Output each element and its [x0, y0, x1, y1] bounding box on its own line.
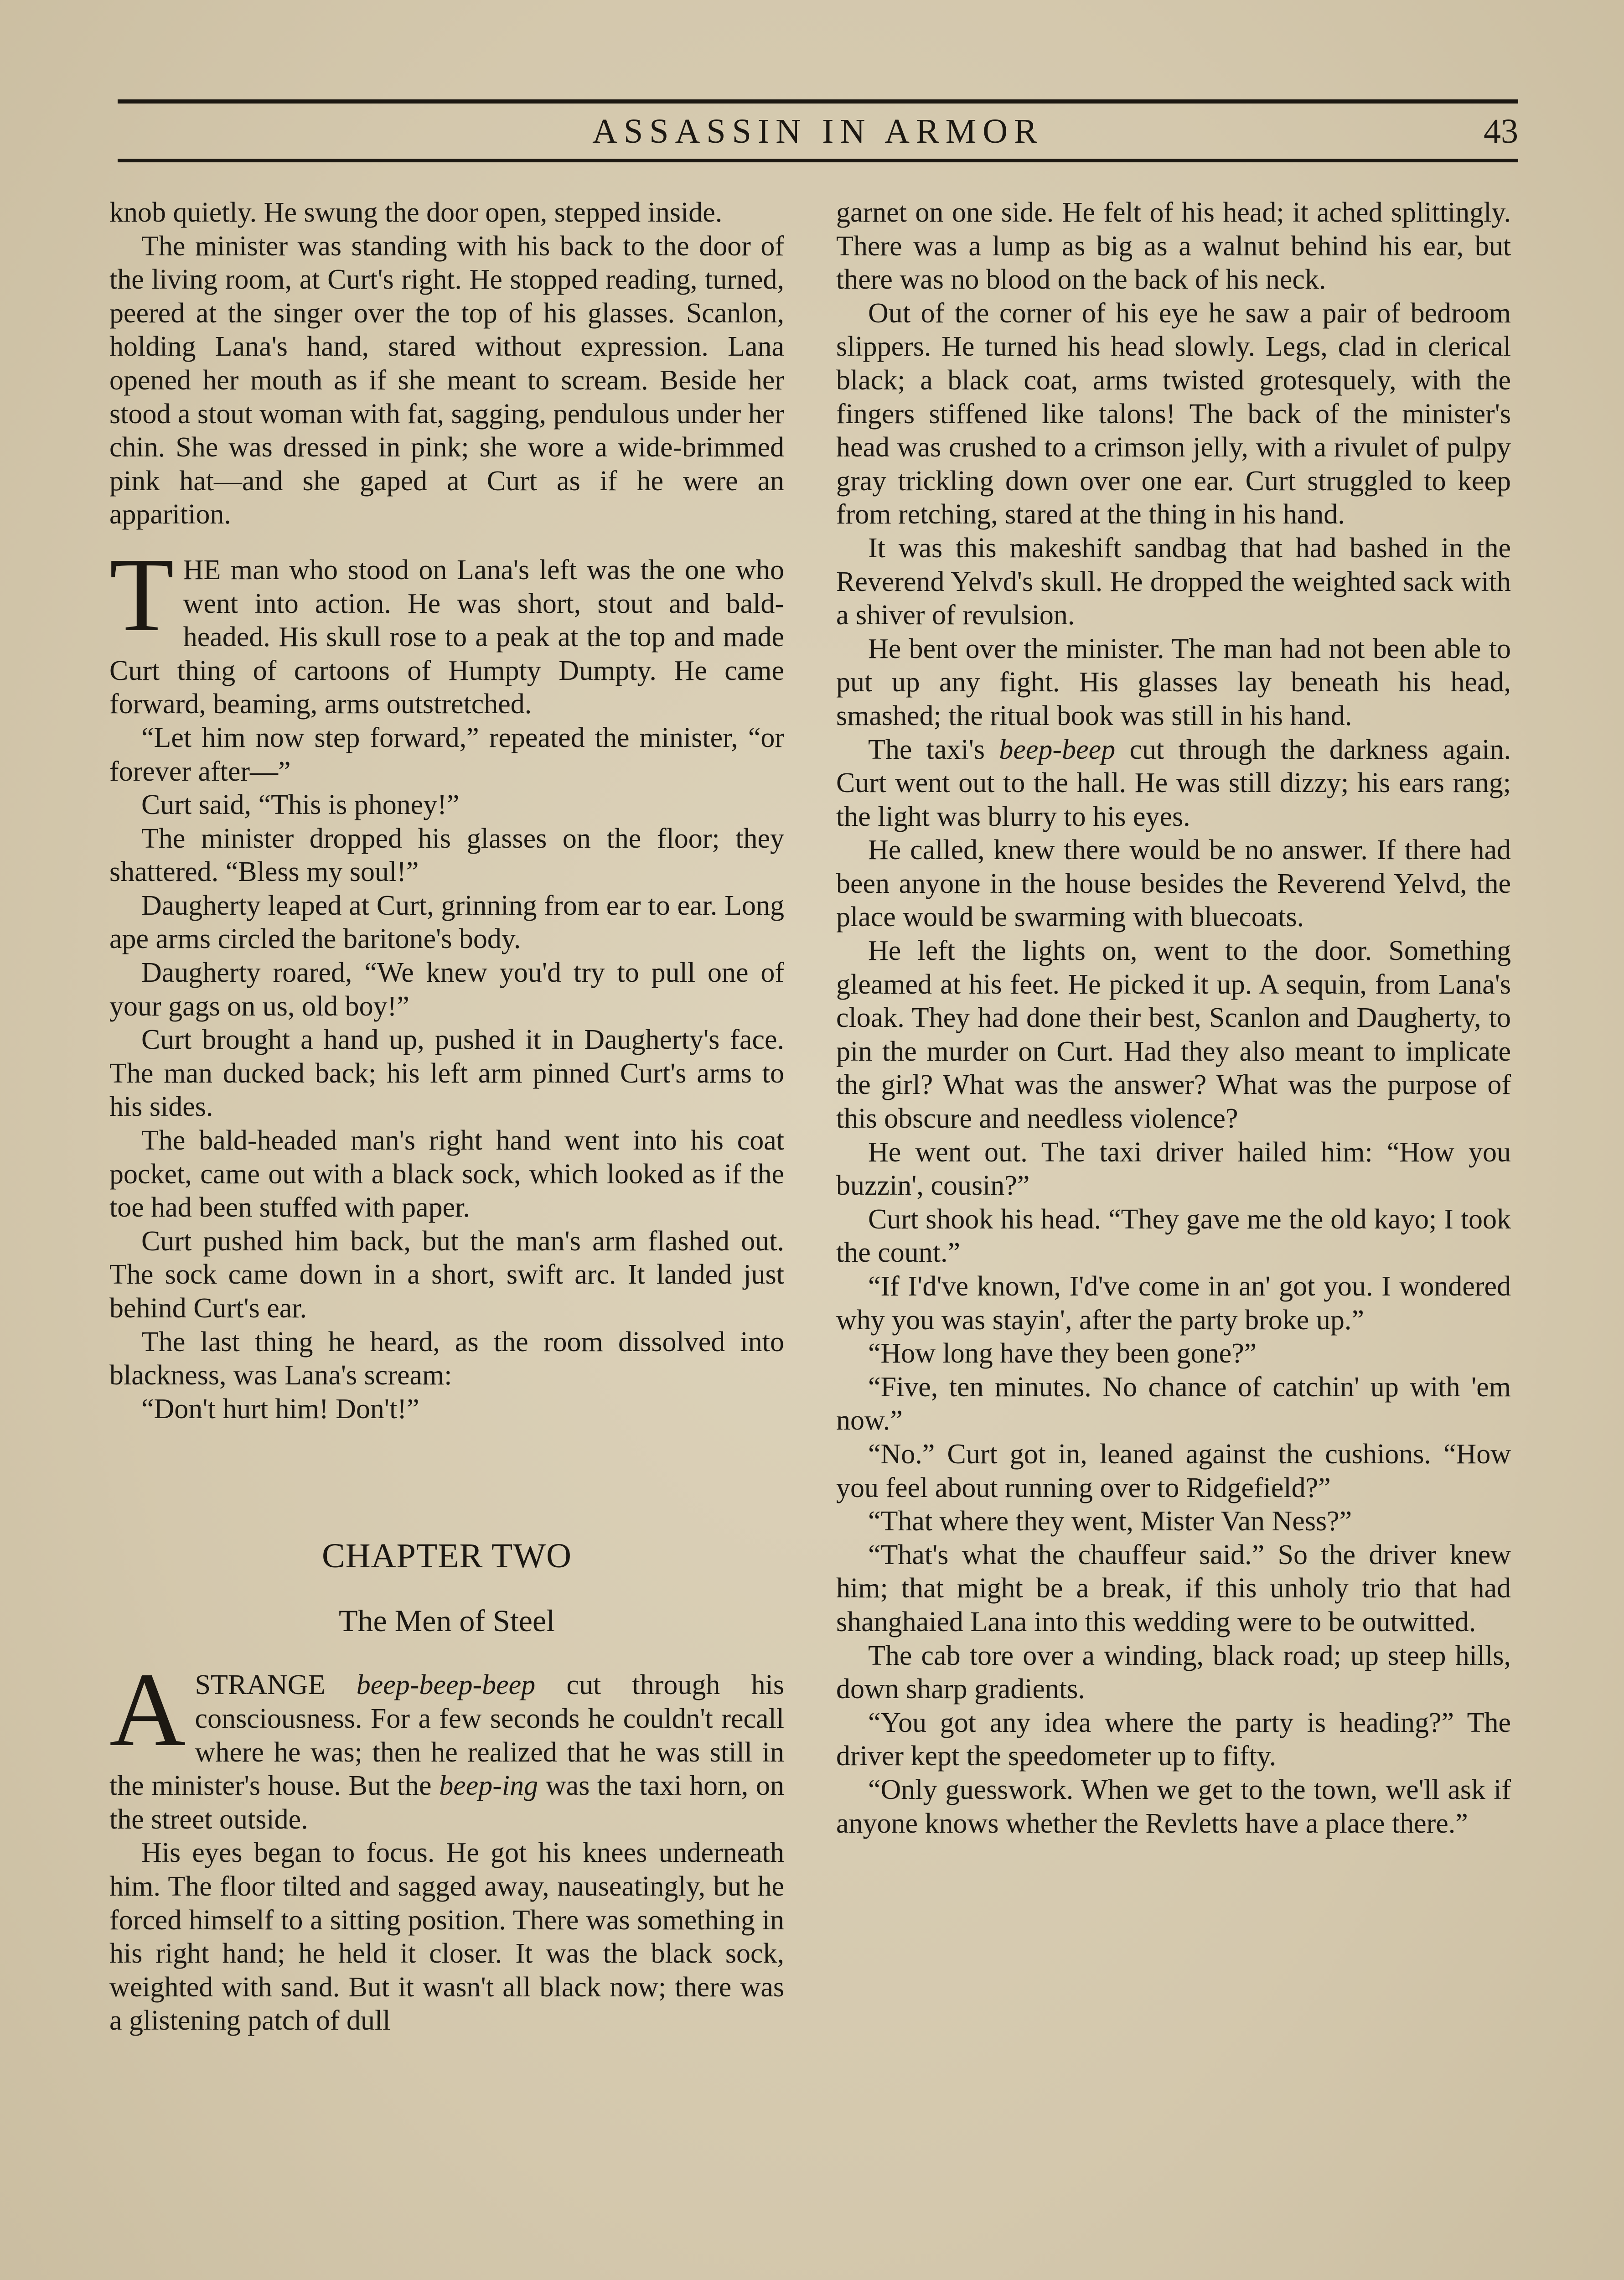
header-rule-top [118, 99, 1518, 104]
paragraph: “No.” Curt got in, leaned against the cushions. “How you feel about running over to Ridgefield?” [836, 1438, 1511, 1503]
paragraph: His eyes began to focus. He got his knees underneath him. The floor tilted and sagged away, nauseatingly, but he forced himself to a sitting position. There was something in his right hand; he held it closer. It was the black sock, weighted with sand. But it wasn't all black now; there was a glistening patch of dull [109, 1837, 784, 2036]
paragraph-text: The taxi's [868, 734, 999, 765]
paragraph: “Don't hurt him! Don't!” [141, 1393, 419, 1425]
paragraph: Curt shook his head. “They gave me the old kayo; I took the count.” [836, 1203, 1511, 1269]
paragraph-dropcap [109, 536, 784, 721]
chapter-subtitle: The Men of Steel [339, 1603, 555, 1638]
paragraph: garnet on one side. He felt of his head; it ached splittingly. There was a lump as big as a walnut behind his ear, but there was no blood on the back of his neck. [836, 197, 1511, 295]
paragraph: “How long have they been gone?” [868, 1338, 1257, 1369]
paragraph: He left the lights on, went to the door. Something gleamed at his feet. He picked it up. A sequin, from Lana's cloak. They had done their best, Scanlon and Daugherty, to pin the murder on Curt. Had they also meant to implicate the girl? What was the answer? What was the purpose of this obscure and needless violence? [836, 935, 1511, 1135]
paragraph: “Only guesswork. When we get to the town, we'll ask if anyone knows whether the Revletts have a place there.” [836, 1774, 1511, 1839]
paragraph: “Five, ten minutes. No chance of catchin' up with 'em now.” [836, 1371, 1511, 1436]
paragraph-text: was the taxi horn, on the street outside. [109, 1770, 784, 1835]
paragraph: Curt pushed him back, but the man's arm flashed out. The sock came down in a short, swift arc. It landed just behind Curt's ear. [109, 1225, 784, 1324]
paragraph: “You got any idea where the party is heading?” The driver kept the speedometer up to fifty. [836, 1707, 1511, 1772]
paragraph: “That where they went, Mister Van Ness?” [868, 1506, 1352, 1537]
paragraph: Curt said, “This is phoney!” [141, 789, 460, 821]
left-column [109, 196, 784, 2038]
paragraph-text: cut through his consciousness. For a few seconds he couldn't recall where he was; then he realized that he was still in the minister's house. But the [109, 1669, 784, 1802]
paragraph: It was this makeshift sandbag that had bashed in the Reverend Yelvd's skull. He dropped the weighted sack with a shiver of revulsion. [836, 532, 1511, 631]
emphasis-text: beep-beep [999, 734, 1116, 765]
paragraph: “That's what the chauffeur said.” So the driver knew him; that might be a break, if this unholy trio that had shanghaied Lana into this wedding were to be outwitted. [836, 1539, 1511, 1637]
paragraph-text: cut through the darkness again. Curt went out to the hall. He was still dizzy; his ears rang; the light was blurry to his eyes. [836, 734, 1511, 832]
paragraph [836, 733, 1511, 834]
paragraph: Out of the corner of his eye he saw a pair of bedroom slippers. He turned his head slowly. Legs, clad in clerical black; a black coat, arms twisted grotesquely, with the fingers stiffened like talons! The back of the minister's head was crushed to a crimson jelly, with a rivulet of pulpy gray trickling down over one ear. Curt struggled to keep from retching, stared at the thing in his hand. [836, 297, 1511, 530]
paragraph: knob quietly. He swung the door open, stepped inside. [109, 197, 723, 228]
right-column [836, 196, 1511, 1840]
paragraph: The minister was standing with his back to the door of the living room, at Curt's right. He stopped reading, turned, peered at the singer over the top of his glasses. Scanlon, holding Lana's hand, stared without expression. Lana opened her mouth as if she meant to scream. Beside her stood a stout woman with fat, sagging, pendulous under her chin. She was dressed in pink; she wore a wide-brimmed pink hat—and she gaped at Curt as if he were an apparition. [109, 230, 784, 530]
paragraph-text: STRANGE [195, 1669, 357, 1701]
running-title: ASSASSIN IN ARMOR [592, 112, 1044, 150]
emphasis-text: beep-ing [439, 1770, 538, 1802]
drop-cap: T [109, 536, 174, 653]
header-rule-bottom [118, 159, 1518, 162]
paragraph: Daugherty roared, “We knew you'd try to pull one of your gags on us, old boy!” [109, 957, 784, 1022]
paragraph: Daugherty leaped at Curt, grinning from ear to ear. Long ape arms circled the baritone's body. [109, 890, 784, 955]
emphasis-text: beep-beep-beep [356, 1669, 536, 1701]
paragraph-dropcap [109, 1651, 784, 1836]
paragraph: The cab tore over a winding, black road; up steep hills, down sharp gradients. [836, 1640, 1511, 1705]
paragraph: “If I'd've known, I'd've come in an' got you. I wondered why you was stayin', after the party broke up.” [836, 1271, 1511, 1336]
paragraph-text: HE man who stood on Lana's left was the one who went into action. He was short, stout and bald-headed. His skull rose to a peak at the top and made Curt thing of cartoons of Humpty Dumpty. He came forward, beaming, arms outstretched. [109, 554, 784, 720]
paragraph: The minister dropped his glasses on the floor; they shattered. “Bless my soul!” [109, 823, 784, 888]
chapter-title: CHAPTER TWO [322, 1537, 572, 1575]
paragraph: The bald-headed man's right hand went into his coat pocket, came out with a black sock, which looked as if the toe had been stuffed with paper. [109, 1125, 784, 1223]
paragraph: He bent over the minister. The man had not been able to put up any fight. His glasses lay beneath his head, smashed; the ritual book was still in his hand. [836, 633, 1511, 731]
drop-cap: A [109, 1651, 186, 1769]
paragraph: “Let him now step forward,” repeated the minister, “or forever after—” [109, 722, 784, 787]
page-number: 43 [1484, 112, 1518, 150]
paragraph: He went out. The taxi driver hailed him: “How you buzzin', cousin?” [836, 1136, 1511, 1202]
paragraph: He called, knew there would be no answer. If there had been anyone in the house besides the Reverend Yelvd, the place would be swarming with bluecoats. [836, 834, 1511, 933]
paragraph: Curt brought a hand up, pushed it in Daugherty's face. The man ducked back; his left arm pinned Curt's arms to his sides. [109, 1024, 784, 1123]
paragraph: The last thing he heard, as the room dissolved into blackness, was Lana's scream: [109, 1326, 784, 1391]
